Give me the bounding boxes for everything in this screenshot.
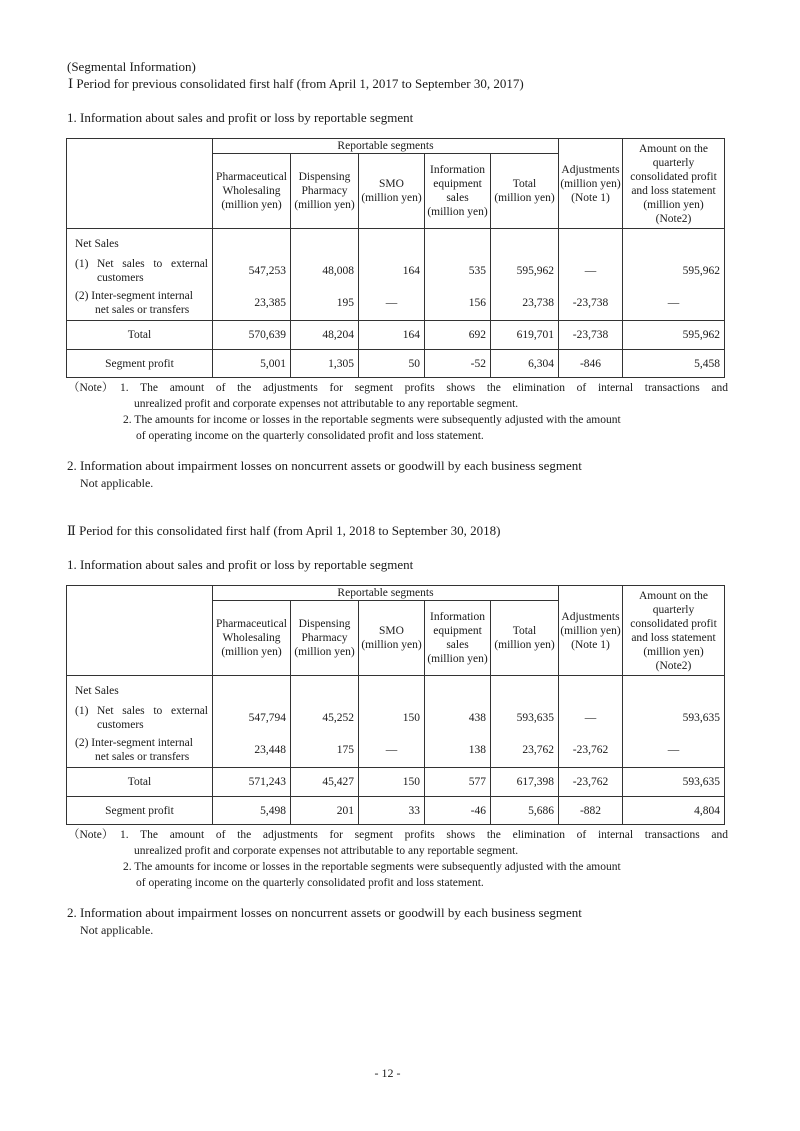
col-header-total: Total (million yen) bbox=[491, 601, 559, 676]
table-row: (1) Net sales to external customers 547,253 48,008 164 535 595,962 — 595,962 bbox=[67, 255, 725, 287]
period-2-segment-table bbox=[66, 585, 725, 825]
table-row bbox=[67, 676, 725, 702]
table-row: (1) Net sales to external customers 547,794 45,252 150 438 593,635 — 593,635 bbox=[67, 702, 725, 734]
period-1-section1-title: 1. Information about sales and profit or loss by reportable segment bbox=[67, 110, 414, 125]
col-header-information-equipment: Information equipment sales (million yen) bbox=[425, 601, 491, 676]
col-header-dispensing: Dispensing Pharmacy (million yen) bbox=[291, 601, 359, 676]
period-2-section1-title: 1. Information about sales and profit or loss by reportable segment bbox=[67, 557, 414, 572]
table-row: Segment profit 5,001 1,305 50 -52 6,304 -846 5,458 bbox=[67, 350, 725, 378]
period-1-section2-text: Not applicable. bbox=[80, 476, 154, 490]
col-header-dispensing: Dispensing Pharmacy (million yen) bbox=[291, 154, 359, 229]
col-header-total: Total (million yen) bbox=[491, 154, 559, 229]
period-2-title: Ⅱ Period for this consolidated first half (from April 1, 2018 to September 30, 2018) bbox=[67, 523, 501, 538]
col-header-adjustments: Adjustments (million yen) (Note 1) bbox=[559, 586, 623, 676]
group-header: Reportable segments bbox=[213, 139, 559, 154]
col-header-pharmaceutical: Pharmaceutical Wholesaling (million yen) bbox=[213, 154, 291, 229]
col-header-information-equipment: Information equipment sales (million yen) bbox=[425, 154, 491, 229]
col-header-adjustments: Adjustments (million yen) (Note 1) bbox=[559, 139, 623, 229]
section-heading: (Segmental Information) bbox=[67, 59, 196, 74]
table-corner bbox=[67, 586, 213, 676]
col-header-smo: SMO (million yen) bbox=[359, 154, 425, 229]
table-row bbox=[67, 229, 725, 255]
table-row: Segment profit 5,498 201 33 -46 5,686 -882 4,804 bbox=[67, 797, 725, 825]
period-2-notes: （Note） 1. The amount of the adjustments for segment profits shows the elimination of internal transactions and unrealized profit and corporate expenses not attributable to any reportable segment. 2. The amounts for income or losses in the reportable segments were subsequently adjusted with the amount of operating income on the quarterly consolidated profit and loss statement. bbox=[68, 829, 728, 889]
period-2-section2-title: 2. Information about impairment losses on noncurrent assets or goodwill by each business segment bbox=[67, 905, 582, 920]
period-1-title: Ⅰ Period for previous consolidated first half (from April 1, 2017 to September 30, 2017) bbox=[68, 76, 524, 91]
table-row: (2) Inter-segment internal net sales or transfers 23,385 195 — 156 23,738 -23,738 — bbox=[67, 287, 725, 321]
col-header-quarterly-amount: Amount on the quarterly consolidated profit and loss statement (million yen) (Note2) bbox=[623, 586, 725, 676]
net-sales-label: Net Sales bbox=[75, 237, 119, 250]
period-1-notes: （Note） 1. The amount of the adjustments for segment profits shows the elimination of internal transactions and unrealized profit and corporate expenses not attributable to any reportable segment. 2. The amounts for income or losses in the reportable segments were subsequently adjusted with the amount of operating income on the quarterly consolidated profit and loss statement. bbox=[68, 382, 728, 442]
table-corner bbox=[67, 139, 213, 229]
period-2-section2-text: Not applicable. bbox=[80, 923, 154, 937]
table-row: Total 570,639 48,204 164 692 619,701 -23,738 595,962 bbox=[67, 321, 725, 350]
col-header-pharmaceutical: Pharmaceutical Wholesaling (million yen) bbox=[213, 601, 291, 676]
table-row: Total 571,243 45,427 150 577 617,398 -23,762 593,635 bbox=[67, 768, 725, 797]
period-1-section2-title: 2. Information about impairment losses on noncurrent assets or goodwill by each business segment bbox=[67, 458, 582, 473]
col-header-quarterly-amount: Amount on the quarterly consolidated profit and loss statement (million yen) (Note2) bbox=[623, 139, 725, 229]
period-1-segment-table bbox=[66, 138, 725, 378]
page-number: - 12 - bbox=[374, 1066, 401, 1080]
col-header-smo: SMO (million yen) bbox=[359, 601, 425, 676]
net-sales-label: Net Sales bbox=[75, 684, 119, 697]
group-header: Reportable segments bbox=[213, 586, 559, 601]
table-row: (2) Inter-segment internal net sales or transfers 23,448 175 — 138 23,762 -23,762 — bbox=[67, 734, 725, 768]
